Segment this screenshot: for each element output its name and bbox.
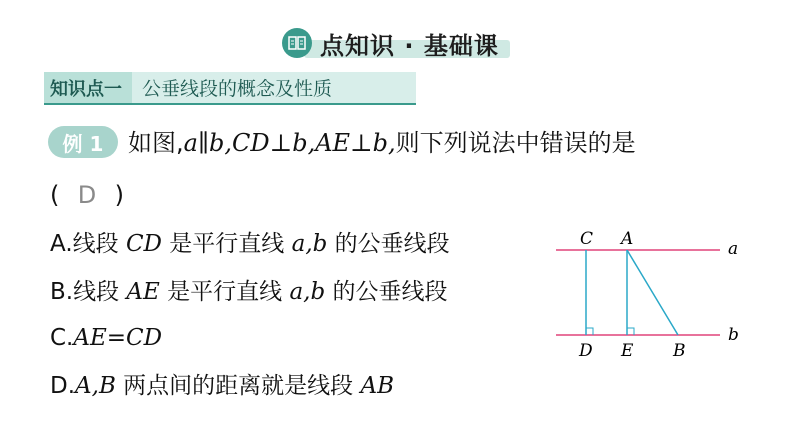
geometry-figure: [548, 222, 748, 362]
option-b-text: B.线段: [50, 279, 127, 305]
question-prefix: 如图,: [128, 129, 184, 157]
answer-letter: D: [77, 181, 97, 209]
label-a-point: A: [621, 229, 634, 249]
option-a-text-c: 的公垂线段: [327, 231, 450, 257]
option-b[interactable]: [50, 276, 448, 308]
example-badge: 例 1: [48, 126, 118, 158]
label-a-line: a: [728, 239, 739, 259]
label-e: E: [621, 341, 634, 361]
answer-line: [50, 178, 124, 212]
option-a[interactable]: [50, 228, 450, 260]
option-a-text-b: 是平行直线: [162, 231, 292, 257]
option-d-math2: AB: [360, 373, 394, 399]
right-angle-e: [627, 328, 634, 335]
label-d: D: [579, 341, 593, 361]
right-angle-d: [586, 328, 593, 335]
option-b-text-b: 是平行直线: [159, 279, 290, 305]
option-d-text: D.: [50, 373, 76, 399]
section-title: 公垂线段的概念及性质: [142, 78, 333, 100]
question-text: [128, 126, 636, 160]
option-d[interactable]: [50, 370, 394, 402]
header-title: 点知识 · 基础课: [320, 31, 499, 60]
paren-open: (: [50, 181, 60, 209]
option-b-text-c: 的公垂线段: [325, 279, 448, 305]
section-label: 知识点一: [44, 72, 132, 103]
question-suffix: 则下列说法中错误的是: [395, 129, 636, 157]
section-bar: [44, 72, 416, 105]
option-c-math: AE=CD: [73, 325, 163, 351]
option-d-math: A,B: [75, 373, 116, 399]
segment-ab: [627, 250, 678, 335]
option-d-text-b: 两点间的距离就是线段: [115, 373, 361, 399]
option-a-math: CD: [125, 231, 162, 257]
label-b-point: B: [673, 341, 686, 361]
lesson-header: [282, 26, 514, 60]
book-icon: [282, 28, 312, 58]
label-c: C: [580, 229, 594, 249]
option-a-math2: a,b: [291, 231, 328, 257]
option-b-math: AE: [126, 279, 160, 305]
question-math: a∥b,CD⊥b,AE⊥b,: [183, 129, 396, 157]
option-b-math2: a,b: [289, 279, 326, 305]
option-a-text: A.线段: [50, 231, 126, 257]
option-c[interactable]: [50, 322, 162, 354]
paren-close: ): [114, 181, 125, 209]
option-c-text: C.: [50, 325, 74, 351]
label-b-line: b: [728, 325, 739, 345]
